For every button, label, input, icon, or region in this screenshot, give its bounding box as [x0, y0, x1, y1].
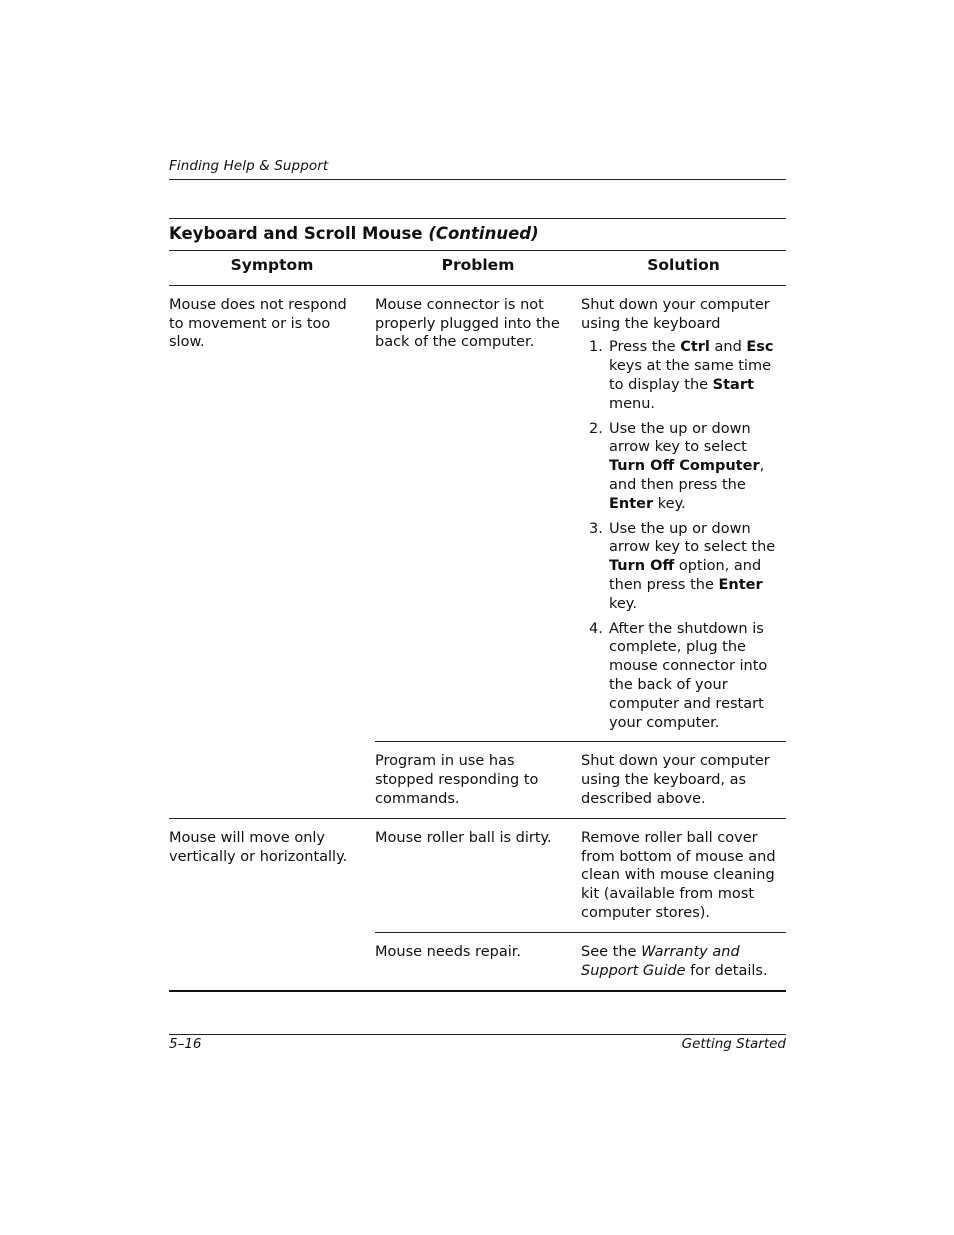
table-title-continued: (Continued)	[428, 224, 539, 243]
step-text: After the shutdown is complete, plug the mouse connector into the back of your computer and restart your computer.	[609, 620, 768, 731]
key-name-esc: Esc	[746, 339, 774, 356]
table-row	[169, 285, 786, 742]
table-row	[169, 742, 786, 818]
solution-text: for details.	[685, 962, 768, 979]
step-number: 2.	[589, 420, 603, 437]
step-text: , and then press the	[609, 458, 765, 493]
key-name-ctrl: Ctrl	[680, 339, 710, 356]
step-text: key.	[653, 495, 686, 512]
page-number: 5–16	[169, 1036, 202, 1052]
solution-cell: Shut down your computer using the keyboard, as described above.	[581, 742, 786, 818]
step-text: keys at the same time to display the	[609, 358, 771, 393]
solution-step	[581, 620, 776, 733]
step-number: 1.	[589, 339, 603, 356]
option-name-turn-off-computer: Turn Off Computer	[609, 458, 760, 475]
solution-intro: Shut down your computer using the keyboard	[581, 296, 770, 332]
troubleshooting-table	[169, 250, 786, 992]
solution-cell: Remove roller ball cover from bottom of mouse and clean with mouse cleaning kit (available from most computer stores).	[581, 818, 786, 932]
solution-cell	[581, 932, 786, 991]
solution-step	[581, 420, 776, 514]
problem-cell: Mouse connector is not properly plugged into the back of the computer.	[375, 296, 560, 351]
footer-doc-title: Getting Started	[681, 1036, 786, 1052]
solution-steps	[581, 338, 776, 732]
step-text: and	[709, 339, 747, 356]
step-text: option, and then press the	[609, 558, 762, 593]
header-rule	[169, 179, 786, 180]
table-title-main: Keyboard and Scroll Mouse	[169, 224, 423, 243]
solution-cell	[581, 285, 786, 742]
solution-step	[581, 520, 776, 614]
step-text: Use the up or down arrow key to select the	[609, 520, 776, 556]
symptom-cell	[169, 932, 375, 991]
guide-title: Warranty and Support Guide	[581, 943, 740, 979]
step-text: Use the up or down arrow key to select	[609, 420, 751, 456]
column-header-problem: Problem	[375, 251, 581, 286]
column-header-solution: Solution	[581, 251, 786, 286]
key-name-enter: Enter	[718, 576, 763, 593]
problem-cell: Mouse roller ball is dirty.	[375, 818, 581, 932]
document-page	[169, 0, 786, 1235]
step-text: menu.	[609, 395, 656, 412]
menu-name-start: Start	[712, 376, 754, 393]
symptom-cell: Mouse does not respond to movement or is too slow.	[169, 296, 347, 351]
step-text: Press the	[609, 339, 681, 356]
symptom-cell	[169, 742, 375, 818]
troubleshooting-table-section	[169, 218, 786, 992]
problem-cell: Mouse needs repair.	[375, 932, 581, 991]
footer-rule	[169, 1034, 786, 1035]
solution-step	[581, 338, 776, 413]
table-row	[169, 932, 786, 991]
table-header-row	[169, 251, 786, 286]
step-text: key.	[609, 595, 637, 612]
step-number: 4.	[589, 620, 603, 637]
table-title	[169, 218, 786, 250]
table-row	[169, 818, 786, 932]
key-name-enter: Enter	[609, 495, 654, 512]
running-header: Finding Help & Support	[169, 158, 329, 174]
option-name-turn-off: Turn Off	[609, 558, 675, 575]
column-header-symptom: Symptom	[169, 251, 375, 286]
problem-cell: Program in use has stopped responding to commands.	[375, 742, 581, 818]
symptom-cell: Mouse will move only vertically or horizontally.	[169, 818, 375, 932]
step-number: 3.	[589, 520, 603, 537]
solution-text: See the	[581, 943, 642, 960]
